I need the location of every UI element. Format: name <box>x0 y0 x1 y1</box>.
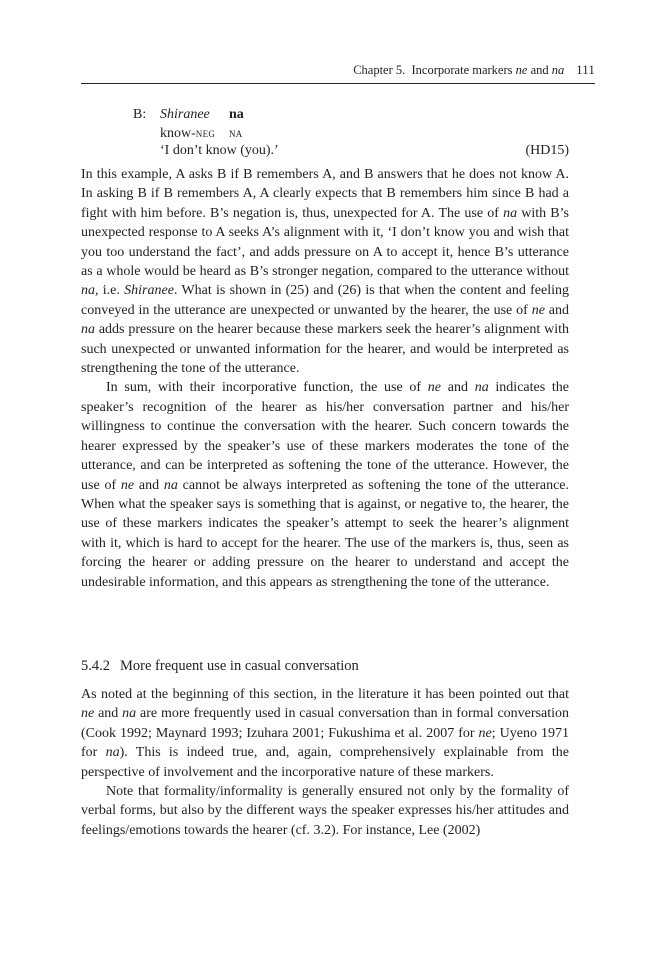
running-header <box>81 62 595 78</box>
section-number: 5.4.2 <box>81 658 110 674</box>
example-source-tag: (HD15) <box>525 143 569 158</box>
example-translation-line <box>133 142 569 160</box>
body-text-upper <box>81 165 569 592</box>
example-line-1 <box>133 106 569 124</box>
example-gloss-1: know-neg <box>160 126 216 141</box>
section-heading <box>81 657 569 676</box>
example-word-2: na <box>229 107 244 122</box>
example-gloss-2: na <box>229 126 243 140</box>
example-speaker: B: <box>133 107 147 122</box>
paragraph-3: As noted at the beginning of this section, in the literature it has been pointed out that ne and na are more frequently used in casual conversation than in formal conversation (Cook 1992; Maynard 1993; Izuhara 2001; Fukushima et al. 2007 for ne; Uyeno 1971 for na). This is indeed true, and, again, comprehensively explainable from the perspective of involvement and the incorporative nature of these markers. <box>81 687 569 780</box>
paragraph-2: In sum, with their incorporative function, the use of ne and na indicates the speaker’s recognition of the hearer as his/her conversation partner and his/her willingness to continue the conversation with the hearer. Such concern towards the hearer expressed by the speaker’s use of these markers moderates the tone of the utterance, and can be interpreted as softening the tone of the utterance. However, the use of ne and na cannot be always interpreted as softening the tone of the utterance. When what the speaker says is something that is against, or negative to, the hearer, the use of these markers indicates the speaker’s attempt to seek the hearer’s alignment with it, which is hard to accept for the hearer. The use of the markers is, thus, seen as forcing the hearer or adding pressure on the hearer to understand and accept the undesirable information, and this appears as strengthening the tone of the utterance. <box>81 380 570 590</box>
body-text-lower <box>81 685 569 840</box>
page-number: 111 <box>576 63 595 77</box>
header-rule <box>81 83 595 84</box>
example-translation: ‘I don’t know (you).’ <box>160 143 279 158</box>
running-title: Chapter 5. Incorporate markers ne and na <box>353 63 565 77</box>
section-title: More frequent use in casual conversation <box>120 658 359 674</box>
example-gloss-line <box>133 124 569 142</box>
paragraph-4: Note that formality/informality is generally ensured not only by the formality of verbal forms, but also by the different ways the speaker expresses his/her attitudes and feelings/emotions towards the hearer (cf. 3.2). For instance, Lee (2002) <box>81 784 569 838</box>
example-word-1: Shiranee <box>160 107 210 122</box>
example-block <box>133 106 569 160</box>
paragraph-1: In this example, A asks B if B remembers A, and B answers that he does not know A. In asking B if B remembers A, A clearly expects that B remembers him since B had a fight with him before. B’s negation is, thus, unexpected for A. The use of na with B’s unexpected response to A seeks A’s alignment with it, ‘I don’t know you and wish that you too understand the fact’, and adds pressure on A to accept it, hence B’s utterance as a whole would be heard as B’s stronger negation, compared to the utterance without na, i.e. Shiranee. What is shown in (25) and (26) is that when the content and feeling conveyed in the utterance are unexpected or unwanted by the hearer, the use of ne and na adds pressure on the hearer because these markers seek the hearer’s alignment with such unexpected or unwanted information for the hearer, and would be interpreted as strengthening the tone of the utterance. <box>81 167 570 377</box>
